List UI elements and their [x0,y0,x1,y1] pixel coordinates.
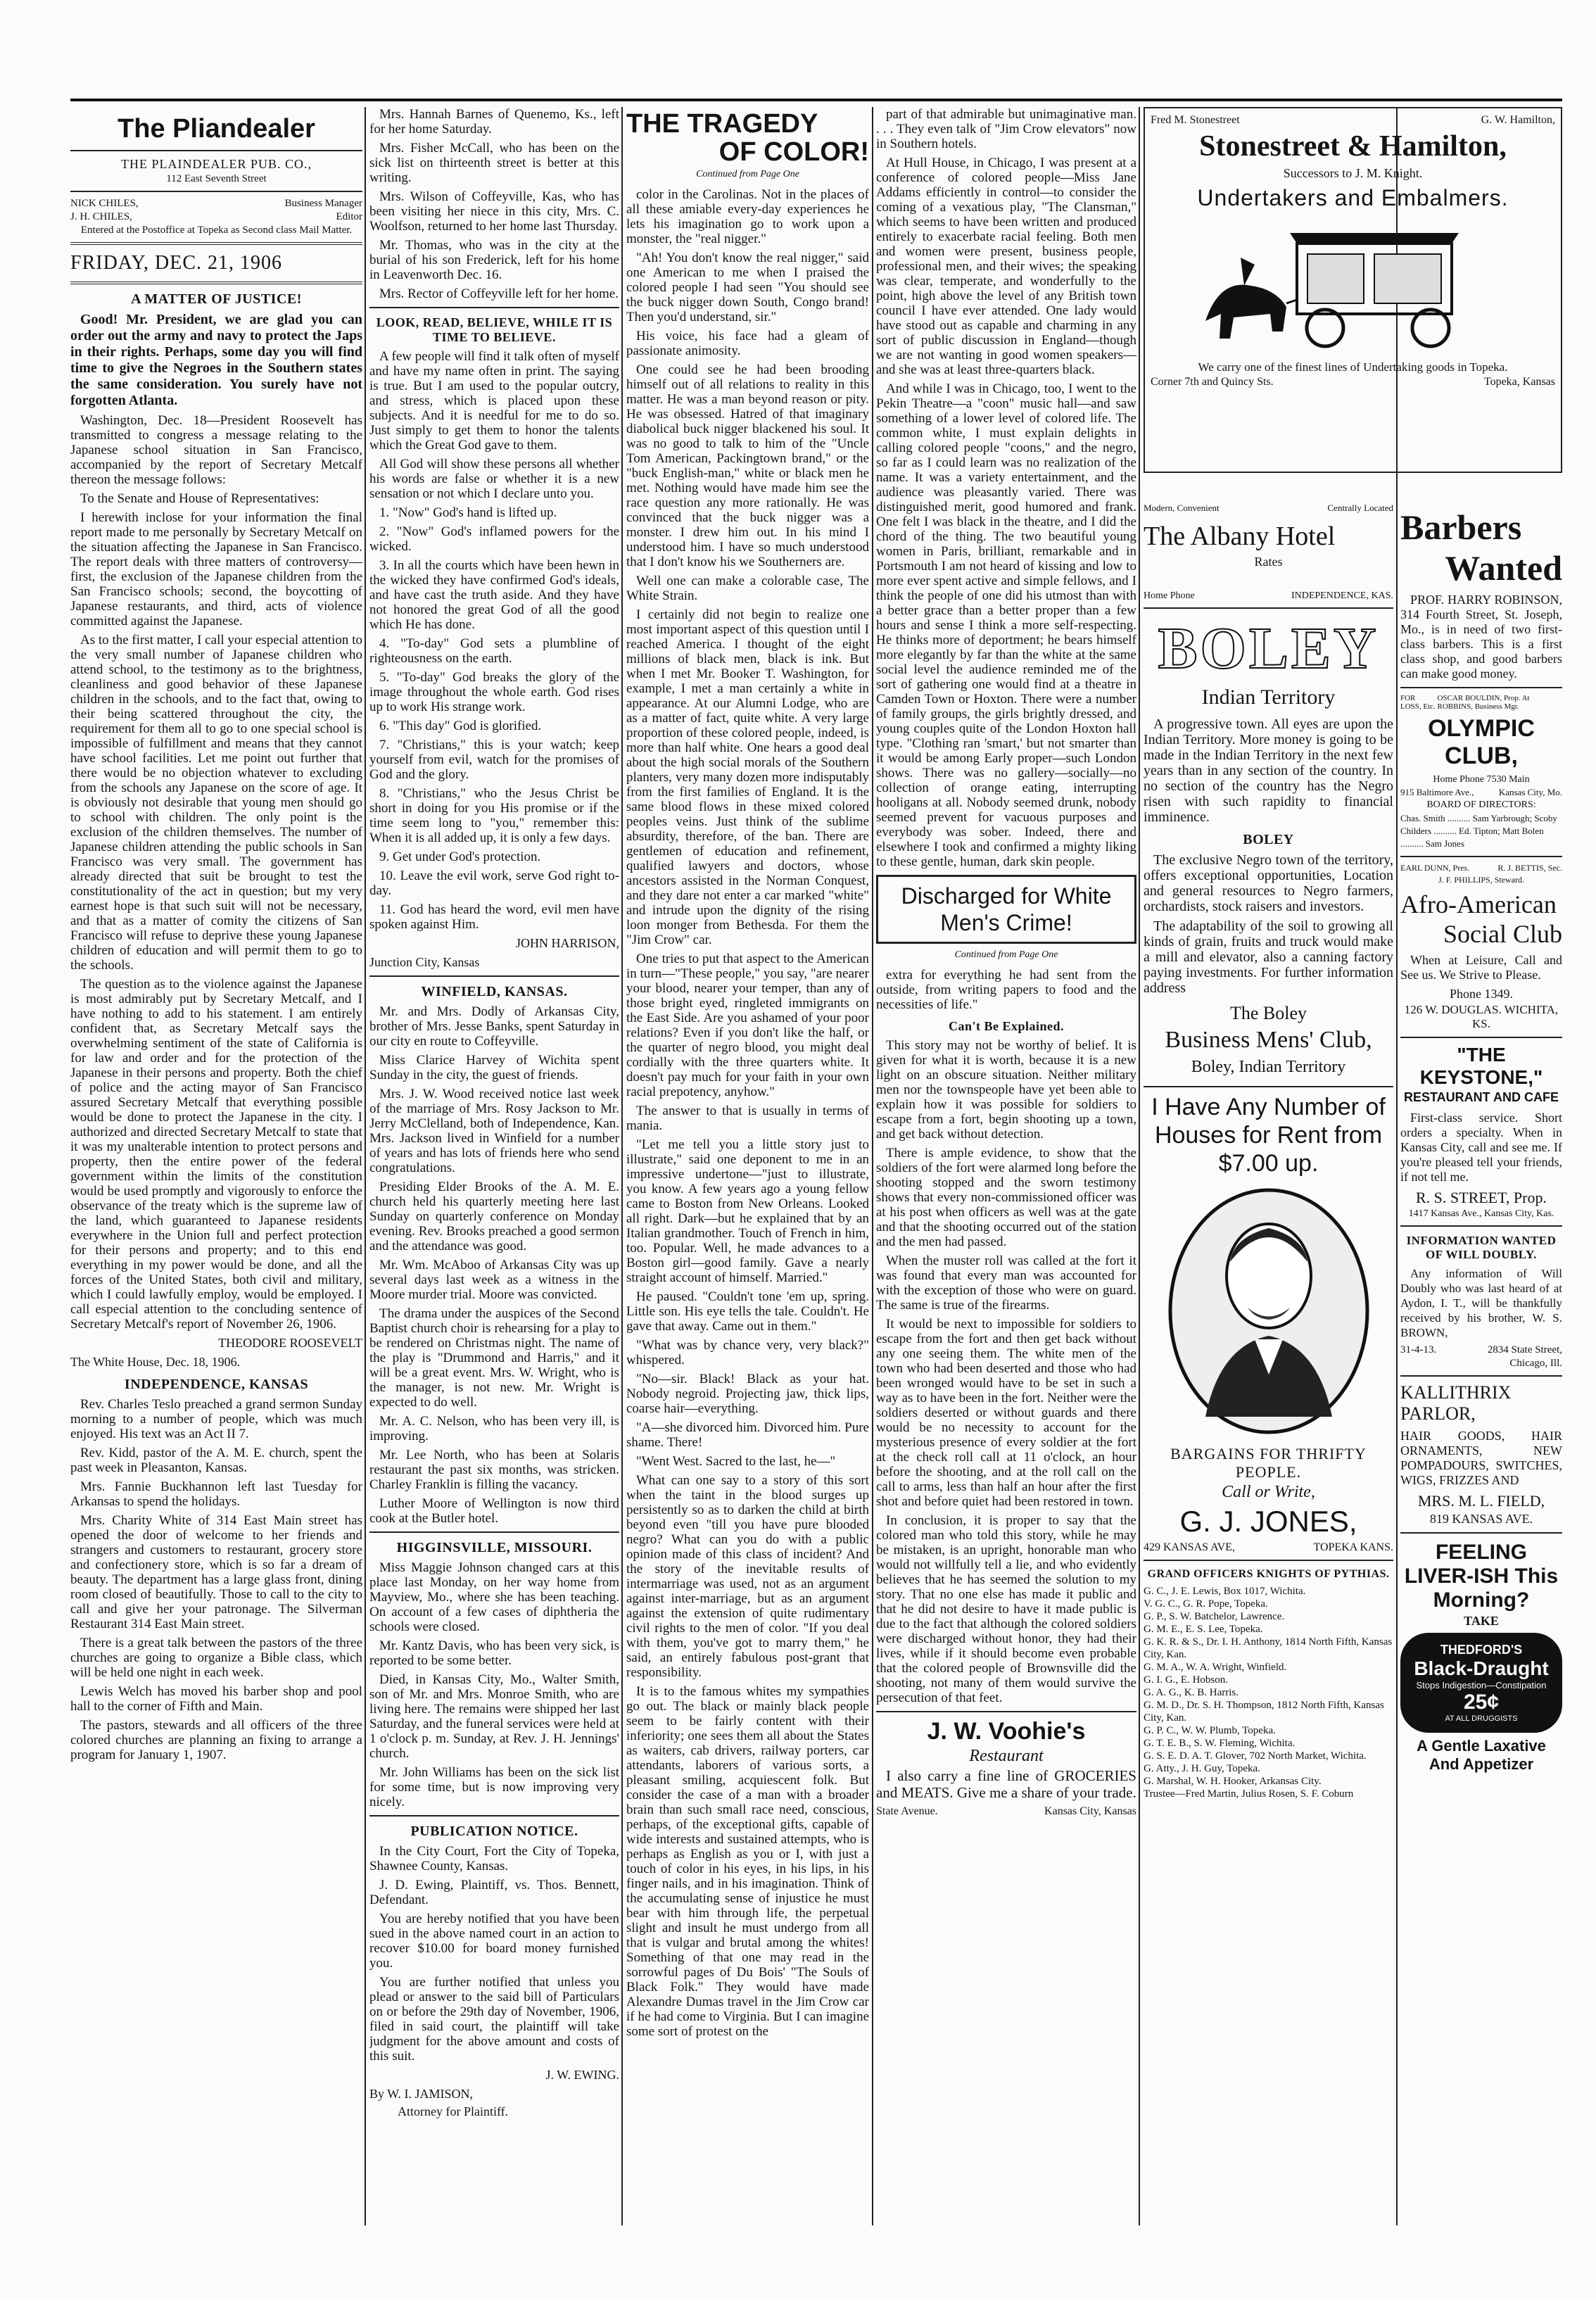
paragraph: The drama under the auspices of the Second Baptist church choir is rehearsing for a play to be rendered on Christmas night. The name of the play is "Drummond and Harris," and it will be a great event. Mrs. W. Wright, who is the manager, is not new. Mr. Wright is expected to do well. [369,1306,619,1410]
column-3 [626,107,869,2225]
boley-club [1144,1000,1393,1080]
paragraph: Lewis Welch has moved his barber shop and pool hall to the corner of Fifth and Main. [70,1684,362,1714]
headline-higginsville: HIGGINSVILLE, MISSOURI. [396,1540,593,1555]
paragraph: Mrs. J. W. Wood received notice last week of the marriage of Mrs. Rosy Jackson to Mr. Jerry McClelland, both of Independence, Kan. Mrs. Jackson lived in Winfield for a number of years and has lots of friends here who send congratulations. [369,1087,619,1175]
place: Junction City, Kansas [369,955,480,969]
paragraph: Miss Clarice Harvey of Wichita spent Sunday in the city, the guest of friends. [369,1053,619,1082]
albany-title: The Albany Hotel [1144,522,1336,551]
undertaker-successors: Successors to J. M. Knight. [1283,166,1423,180]
olympic-top-right: OSCAR BOULDIN, Prop. At ROBBINS, Business Mgr. [1437,694,1530,711]
address-right: Kansas City, Kansas [1044,1805,1136,1817]
officer-entry: Trustee—Fred Martin, Julius Rosen, S. F. Coburn [1144,1788,1354,1800]
paragraph: His voice, his face had a gleam of passionate animosity. [626,329,869,358]
officer-entry: G. P., S. W. Batchelor, Lawrence. [1144,1611,1285,1622]
olympic-top [1400,694,1562,711]
info-address [1400,1344,1562,1356]
afro-title-1: Afro-American [1400,890,1557,918]
publisher-address: 112 East Seventh Street [166,173,267,184]
address-left: 915 Baltimore Ave., [1400,787,1474,797]
afro-title-2: Social Club [1443,920,1562,948]
address-right: TOPEKA KANS. [1313,1541,1393,1553]
grand-officers-head: GRAND OFFICERS KNIGHTS OF PYTHIAS. [1147,1568,1390,1580]
address-right: Topeka, Kansas [1483,376,1555,388]
keystone-subtitle: RESTAURANT AND CAFE [1404,1090,1559,1104]
club-line: The Boley [1229,1003,1307,1023]
dateline-end: The White House, Dec. 18, 1906. [70,1355,241,1369]
paragraph: 2. "Now" God's inflamed powers for the wicked. [369,524,619,554]
paragraph: The exclusive Negro town of the territory, offers exceptional opportunities, Location and general resources to Negro farmers, orchardists, stock raisers and investors. [1144,852,1393,914]
paragraph: What can one say to a story of this sort when the taint in the blood surges up persistently so as to darken the child at birth beyond even "till you have pure blooded negro? What can you do with a public opinion made of this class of incident? And the story of the inevitable results of intermarriage was used, not as an argument against inter-marriage, but as an argument against the extension of quite rudimentary civil rights to the men of color. "If you deal with them, you've got to marry them," he said, an entirely fabulous post-grant that responsibility. [626,1473,869,1680]
paragraph: Mr. John Williams has been on the sick list for some time, but is now improving very nicely. [369,1765,619,1809]
paragraph: At Hull House, in Chicago, I was present at a conference of colored people—Miss Jane Addams efficiently in control—to consider the coming of a vexatious play, "The Clansman," which seems to have been written and produced entirely to exacerbate racial feeling. Both men and women were present, business people, professional men, and their wives; the speaking was clear, temperate, and wonderfully to the point, high above the level of any British town council I have ever attended. One lady would have stood out as capable and charming in any sort of public discussion in England—though we are not wanting in good women speakers—and she was at least three-quarters black. [876,156,1136,377]
bd-tag: Stops Indigestion—Constipation [1416,1680,1547,1691]
paragraph: Luther Moore of Wellington is now third cook at the Butler hotel. [369,1496,619,1526]
paragraph: HAIR GOODS, HAIR ORNAMENTS, NEW POMPADOURS, SWITCHES, WIGS, FRIZZES AND [1400,1429,1562,1487]
grand-officers-list [1144,1585,1393,1800]
keystone-proprietor: R. S. STREET, Prop. [1415,1189,1547,1206]
undertaker-carry: We carry one of the finest lines of Undertaking goods in Topeka. [1198,360,1508,374]
voohie-title: J. W. Voohie's [927,1718,1086,1745]
signature: JOHN HARRISON, [515,936,619,950]
voohie-address [876,1805,1136,1818]
signature: By W. I. JAMISON, [369,2087,474,2101]
undertaker-tagline: Undertakers and Embalmers. [1197,185,1509,210]
address-left: 2834 State Street, [1487,1344,1562,1356]
paragraph: The question as to the violence against the Japanese is most admirably put by Secretary Metcalf, and I have nothing to add to his statement. I am entirely confident that, as Secretary Metcalf says the overwhelming sentiment of the state of California is for law and order and for the protection of the Japanese in their persons and property. Both the chief of police and the acting mayor of San Francisco assured Secretary Metcalf that everything possible would be done to protect the Japanese in the city. I authorized and directed Secretary Metcalf to state that it was my unalterable intention to protect persons and property, then the entire power of the federal government within the limits of the constitution would be used promptly and vigorously to enforce the observance of the treaty which is the supreme law of the land, which guaranteed to Japanese residents everywhere in the Union full and perfect protection for their persons and property; and to this end everything in my power would be done, and all the forces of the United States, both civil and military, which I could lawfully employ, would be employed. I call especial attention to the concluding sentence of Secretary Metcalf's report of November 26, 1906. [70,977,362,1332]
column-rule [621,107,623,2225]
paragraph: I herewith inclose for your information the final report made to me personally by Secretary Metcalf on the situation affecting the Japanese in San Francisco. The report deals with three matters of controversy—first, the exclusion of the Japanese children from the San Francisco schools; second, the boycotting of Japanese restaurants, and third, acts of violence committed against the Japanese. [70,510,362,628]
partner-right: G. W. Hamilton, [1481,114,1555,126]
olympic-address [1400,787,1562,798]
albany-top-left: Modern, Convenient [1144,503,1220,513]
masthead-title: The Pliandealer [118,114,315,144]
publisher: THE PLAINDEALER PUB. CO., [121,157,312,171]
column-5 [1144,503,1393,2225]
feeling-headline: FEELING LIVER-ISH This Morning? [1404,1541,1559,1612]
paragraph: 3. In all the courts which have been hewn in the wicked they have confirmed God's ideals, and have cast the truth aside. And they have not honored the great God of all the good which He has done. [369,558,619,632]
paragraph: This story may not be worthy of belief. It is given for what it is worth, because it is a new light on an obscure situation. Neither military men nor the townspeople have yet been able to explain how it was possible for soldiers to escape from a fort, begin shooting up a town, and get back without detection. [876,1038,1136,1142]
club-line: Boley, Indian Territory [1191,1058,1346,1076]
voohie-subtitle: Restaurant [969,1747,1044,1765]
paragraph: There is ample evidence, to show that the soldiers of the fort were alarmed long before the shooting stopped and the sworn testimony shows that every non-commissioned officer was at his post when officers as well was at the gate and that the shooting occurred out of the station and the men had passed. [876,1146,1136,1249]
jones-address [1144,1541,1393,1554]
bd-name: Black-Draught [1414,1657,1549,1679]
editor-role: Editor [336,211,362,222]
paragraph: A progressive town. All eyes are upon the Indian Territory. More money is going to be made in the Indian Territory in the next few years than in any section of the country. In no section of the country has the Negro risen with such rapidity to financial imminence. [1144,716,1393,825]
olympic-top-left: FOR LOSS, Etc. [1400,694,1436,711]
wanted-title: Wanted [1445,548,1562,588]
paragraph: Died, in Kansas City, Mo., Walter Smith, son of Mr. and Mrs. Monroe Smith, who are living here. The remains were shipped her last Saturday, and the funeral services were held at 1 o'clock p. m. Sunday, at Rev. J. H. Jennings' church. [369,1672,619,1761]
signature: Attorney for Plaintiff. [398,2104,509,2118]
jones-name: G. J. JONES, [1179,1505,1357,1538]
boley-subhead: BOLEY [1243,832,1294,847]
paragraph: color in the Carolinas. Not in the places of all these amiable every-day experiences he lets his imagination go to work upon a monster, the "real nigger." [626,187,869,246]
houses-for-rent: I Have Any Number of Houses for Rent from $7.00 up. [1151,1094,1386,1177]
paragraph: Washington, Dec. 18—President Roosevelt has transmitted to congress a message relating to the Japanese school situation in San Francisco, accompanied by the report of Secretary Metcalf thereon the message follows: [70,413,362,487]
column-rule [872,107,873,2225]
headline-line: THE TRAGEDY [626,109,818,139]
column-rule [1139,107,1140,2225]
paragraph: 9. Get under God's protection. [379,849,541,864]
undertaker-address [1151,376,1555,388]
call-or-write: Call or Write, [1222,1483,1315,1501]
paragraph: extra for everything he had sent from the outside, from writing papers to food and the necessities of life." [876,968,1136,1012]
editor-row [70,211,362,223]
bd-small: AT ALL DRUGGISTS [1445,1714,1518,1723]
signature: J. W. EWING. [545,2068,619,2082]
paragraph: There is a great talk between the pastors of the three churches are going to organize a Bible class, which will be held one night in each week. [70,1636,362,1680]
paragraph: "No—sir. Black! Black as your hat. Nobody negroid. Projecting jaw, thick lips, coarse hair—everything. [626,1372,869,1416]
officer-entry: G. C., J. E. Lewis, Box 1017, Wichita. [1144,1586,1306,1597]
paragraph: First-class service. Short orders a specialty. When in Kansas City, call and see me. If you're pleased tell your friends, if not tell me. [1400,1111,1562,1184]
column-2 [369,107,619,2225]
paragraph: Mrs. Fisher McCall, who has been on the sick list on thirteenth street is better at this writing. [369,141,619,185]
afro-phone: Phone 1349. [1450,987,1513,1001]
paragraph: 6. "This day" God is glorified. [379,719,542,733]
undertaker-title: Stonestreet & Hamilton, [1199,130,1507,163]
paragraph: "What was by chance very, very black?" whispered. [626,1338,869,1367]
subhead-explained: Can't Be Explained. [948,1019,1065,1033]
column-6 [1400,503,1562,2225]
paragraph: 11. God has heard the word, evil men have spoken against Him. [369,902,619,932]
olympic-title: OLYMPIC CLUB, [1428,715,1535,769]
olympic-phone: Home Phone 7530 Main [1433,774,1530,785]
paragraph: Mr. Lee North, who has been at Solaris restaurant the past six months, was stricken. Charley Franklin is filling the vacancy. [369,1448,619,1492]
headline-discharged: Discharged for White Men's Crime! [876,875,1136,944]
olympic-directors: Chas. Smith .......... Sam Yarbrough; Scoby Childers .......... Ed. Tipton; Matt Bolen .......... Sam Jones [1400,813,1557,849]
information-wanted-head: INFORMATION WANTED OF WILL DOUBLY. [1406,1234,1557,1261]
undertaker-box [1144,107,1562,473]
club-line: Business Mens' Club, [1165,1027,1372,1053]
signature: THEODORE ROOSEVELT [218,1336,362,1350]
continued-note: Continued from Page One [954,949,1058,960]
paragraph: Mr. A. C. Nelson, who has been very ill, is improving. [369,1414,619,1443]
keystone-title: "THE KEYSTONE," [1419,1044,1543,1088]
albany-bottom [1144,590,1393,602]
paragraph: 8. "Christians," who the Jesus Christ be short in doing for you His promise or if the time seem long to "you," remember this: When it is all added up, it is only a few days. [369,786,619,845]
headline-winfield: WINFIELD, KANSAS. [421,984,568,999]
paragraph: Miss Maggie Johnson changed cars at this place last Monday, on her way home from Mayview, Mo., where she has been teaching. On account of a few cases of diphtheria the schools were closed. [369,1560,619,1634]
bd-brand: THEDFORD'S [1440,1643,1523,1657]
paragraph: It would be next to impossible for soldiers to escape from the fort and then get back without any one seeing them. The white men of the town who had been deserted and those who had been wronged would have to be set in such a way as to have been in the fort. Neither were the soldiers deserted or without guards and there would be no necessity to account for the mysterious presence of every soldier at the fort at the check roll call at 11 o'clock, an hour before the shooting, and at the roll call on the call to arms, less than half an hour after the first shot and before quiet had been restored in town. [876,1317,1136,1509]
address-left: State Avenue. [876,1805,938,1817]
column-1 [70,107,362,2225]
paragraph: Mr. Wm. McAboo of Arkansas City was up several days last week as a witness in the Moore murder trial. Moore was convicted. [369,1258,619,1302]
kallithrix-name: MRS. M. L. FIELD, [1417,1492,1545,1510]
paragraph: Good! Mr. President, we are glad you can order out the army and navy to protect the Japs in their rights. Perhaps, some day you will find time to give the Negroes in the Southern states the same consideration. You surely have not forgotten Atlanta. [70,312,362,408]
headline-tragedy [626,110,869,166]
address-right: Kansas City, Mo. [1498,787,1562,797]
afro-address: 126 W. DOUGLAS. WICHITA, KS. [1404,1003,1559,1030]
address-left: Corner 7th and Quincy Sts. [1151,376,1274,388]
officer-entry: G. P. C., W. W. Plumb, Topeka. [1144,1725,1276,1736]
paragraph: Mr. and Mrs. Dodly of Arkansas City, brother of Mrs. Jesse Banks, spent Saturday in our city en route to Coffeyville. [369,1004,619,1049]
paragraph: In the City Court, Fort the City of Topeka, Shawnee County, Kansas. [369,1844,619,1874]
paragraph: When the muster roll was called at the fort it was found that every man was accounted for with the exception of those who were on guard. The same is true of the firearms. [876,1253,1136,1313]
officer-entry: G. T. E. B., S. W. Fleming, Wichita. [1144,1738,1296,1749]
headline-independence: INDEPENDENCE, KANSAS [124,1377,309,1392]
paragraph: All God will show these persons all whether his words are false or whether it is a new sensation or not which I declare unto you. [369,457,619,501]
take-label: TAKE [1464,1614,1499,1628]
continued-note: Continued from Page One [696,169,799,179]
paragraph: 4. "To-day" God sets a plumbline of righteousness on the earth. [369,636,619,666]
headline-justice: A MATTER OF JUSTICE! [131,291,302,307]
voohie-text: I also carry a fine line of GROCERIES and MEATS. Give me a share of your trade. [876,1767,1136,1801]
paragraph: I certainly did not begin to realize one most important aspect of this question until I reached America. I thought of the eight millions of black men, black is ink. But when I met Mr. Booker T. Washington, for example, I met a man certainly a white in appearance. At our Alumni Lodge, who are as a matter of fact, quite white. A very large proportion of these colored people, indeed, is more than half white. One hears a good deal about the high social morals of the Southern planters, very many dozen more indisputably from the first families of England. It is the same blood flows in these mixed colored peoples veins. Just think of the sublime absurdity, therefore, of the ban. There are gentlemen of education and refinement, qualified lawyers and doctors, whose ancestors assisted in the Norman Conquest, and they dare not enter a car marked "white" and intrude upon the dignity of the rising loon monger from Bethesda. For them the "Jim Crow" car. [626,607,869,947]
paragraph: Mrs. Fannie Buckhannon left last Tuesday for Arkansas to spend the holidays. [70,1479,362,1509]
paragraph: 7. "Christians," this is your watch; keep yourself from evil, watch for the promises of God and the glory. [369,738,619,782]
manager-role: Business Manager [284,198,362,209]
paragraph: "Went West. Sacred to the last, he—" [636,1454,836,1469]
paragraph: When at Leisure, Call and See us. We Strive to Please. [1400,953,1562,982]
column-rule [365,107,366,2225]
issue-date: FRIDAY, DEC. 21, 1906 [70,252,283,274]
portrait-illustration-icon [1163,1184,1374,1438]
albany-rates: Rates [1254,555,1283,569]
hearse-illustration-icon [1191,215,1515,356]
headline-believe: LOOK, READ, BELIEVE, WHILE IT IS TIME TO BELIEVE. [376,315,613,344]
paragraph: Rev. Kidd, pastor of the A. M. E. church, spent the past week in Pleasanton, Kansas. [70,1446,362,1475]
paragraph: You are hereby notified that you have been sued in the above named court in an action to recover $10.00 for board money furnished you. [369,1912,619,1971]
address-left: 429 KANSAS AVE, [1144,1541,1235,1553]
headline-line: OF COLOR! [718,137,869,167]
newspaper-page [70,99,1562,2241]
paragraph: 10. Leave the evil work, serve God right to-day. [369,868,619,898]
albany-top-right: Centrally Located [1327,503,1393,513]
officer-left: EARL DUNN, Pres. [1400,863,1470,873]
officer-entry: V. G. C., G. R. Pope, Topeka. [1144,1598,1268,1610]
officer-entry: G. I. G., E. Hobson. [1144,1674,1228,1686]
steward: J. F. PHILLIPS, Steward. [1438,875,1525,885]
paragraph: part of that admirable but unimaginative man. . . . They even talk of "Jim Crow elevators" now in Southern hotels. [876,107,1136,151]
entered-notice: Entered at the Postoffice at Topeka as Second class Mail Matter. [80,225,353,236]
boley-subtitle: Indian Territory [1201,685,1336,709]
black-draught-badge [1400,1633,1562,1733]
paragraph: J. D. Ewing, Plaintiff, vs. Thos. Bennett, Defendant. [369,1878,619,1907]
officer-entry: G. Atty., J. H. Guy, Topeka. [1144,1763,1260,1774]
paragraph: It is to the famous whites my sympathies go out. The black or mainly black people seem to be fairly content with their inferiority; one sees them all about the States as waiters, cab drivers, railway porters, car attendants, laborers of various sorts, a pleasant smiling, acquiescent folk. But consider the case of a man with a broader brain than such small race need, conscious, perhaps, of the exceptional gifts, capable of wide interests and sustained attempts, who is perhaps as English as you or I, with just a touch of color in his eyes, in his lips, in his finger nails, and in his imagination. Think of the accumulating sense of injustice he must bear with him through life, the perpetual slight and insult he must undergo from all that is vulgar and brutal among the whites! Something of that one may read in the sorrowful pages of Du Bois' "The Souls of Black Folk." They would have made Alexandre Dumas travel in the Jim Crow car if he had come to Virginia. But I can imagine some sort of protest on the [626,1684,869,2039]
officer-entry: G. M. E., E. S. Lee, Topeka. [1144,1624,1263,1635]
paragraph: You are further notified that unless you plead or answer to the said bill of Particulars on or before the 29th day of November, 1906, filed in said court, the plaintiff will take judgment for the above amount and costs of this suit. [369,1975,619,2064]
info-code: 31-4-13. [1400,1344,1437,1356]
paragraph: Well one can make a colorable case, The White Strain. [626,574,869,603]
paragraph: One tries to put that aspect to the American in turn—"These people," you say, "are nearer your blood, nearer your temper, than any of those bright eyed, ringleted immigrants on the East Side. Are you ashamed of your poor relations? Even if you don't like the half, or the quarter of negro blood, you might deal cordially with the three quarters white. It doesn't pay much for your faith in your own racial prepotency, anyhow." [626,952,869,1099]
officers-row [1400,863,1562,873]
kallithrix-title: KALLITHRIX PARLOR, [1400,1382,1512,1424]
officer-entry: G. Marshal, W. H. Hooker, Arkansas City. [1144,1776,1322,1787]
paragraph: To the Senate and House of Representatives: [80,491,319,506]
paragraph: 5. "To-day" God breaks the glory of the image throughout the whole earth. God rises up to work His strange work. [369,670,619,714]
paragraph: And while I was in Chicago, too, I went to the Pekin Theatre—a "coon" music hall—and saw something of a lower level of colored life. The common white, I must explain delights in calling colored people "coons," and the negro, so far as I could learn was no realization of the name. It was a variety entertainment, and the audience was pleasantly varied. There was distinguished merit, good humored and frank. One felt I was black in the theatre, and I did the chord of the thing. The two beautiful young women in Paris, brilliant, remarkable and in Portsmouth I am not heard of kissing and low to more ever spent active and simple fellows, and I think the people of one did his utmost than with a better grace than a better proper than a few hours and sense I think a more self-respecting. He thinks more of deportment; he bears himself more elegantly by far than the white at the same social level the audience reminded me of the sort of gathering one would find at a theatre in Camden Town or Hoxton. There were a number of family groups, the girls brightly dressed, and young couples quite of the London Hoxton hall type. "Clothing ran 'smart,' but not smarter than it would be among Early proper—such London shows. There was no gallery—socially—no collection of orange eating, interrupting hooligans at all. Nobody seemed drunk, nobody seemed prevent for vacuous purposes and everybody was sober. Indeed, there and elsewhere I took and confirmed a mighty liking to these gentle, human, dark skin people. [876,381,1136,869]
bd-footer: A Gentle Laxative And Appetizer [1417,1737,1546,1773]
paragraph: A few people will find it talk often of myself and have my name often in print. The saying is true. But I am used to the popular outcry, and stress, which is placed upon these subjects. And it is needful for me to do so. Just simply to get them to honor the talents which the Great God gave to them. [369,349,619,453]
paragraph: In conclusion, it is proper to say that the colored man who told this story, while he may be mistaken, is an upright, honorable man who would not willfully tell a lie, and who evidently believes that he has seemed the solution to my story. That no one else has made it public and that he did not desire to have it made public is due to the fact that although the colored soldiers were discharged without honor, they had their lives, while if it should become even probable that the colored people of Brownsville did the shooting, not many of them would survive the persecution of that feet. [876,1513,1136,1705]
paragraph: Mrs. Charity White of 314 East Main street has opened the door of welcome to her friends and strangers and customers to restaurant, grocery store and confectionery store, which is so far a dream of beauty. The department has a large glass front, dining room closed of beautifully. Those to call to the city to call and give her your patronage. The Silverman Restaurant 314 East Main street. [70,1513,362,1631]
keystone-address: 1417 Kansas Ave., Kansas City, Kas. [1408,1208,1554,1219]
kallithrix-address: 819 KANSAS AVE. [1429,1512,1533,1526]
barbers-title: Barbers [1400,507,1522,547]
boley-title: BOLEY [1158,616,1379,681]
paragraph: Mr. Kantz Davis, who has been very sick, is reported to be some better. [369,1638,619,1668]
albany-phone: Home Phone [1144,590,1195,601]
officer-entry: G. M. D., Dr. S. H. Thompson, 1812 North Fifth, Kansas City, Kan. [1144,1700,1384,1724]
paragraph: 1. "Now" God's hand is lifted up. [379,505,557,520]
paragraph: Mrs. Hannah Barnes of Quenemo, Ks., left for her home Saturday. [369,107,619,137]
column-4 [876,107,1136,2225]
paragraph: PROF. HARRY ROBINSON, 314 Fourth Street, St. Joseph, Mo., is in need of two first-class barbers. This is a first class shop, and good barbers can make good money. [1400,593,1562,681]
bd-price: 25¢ [1463,1691,1500,1714]
manager-row [70,198,362,210]
officer-entry: G. A. G., K. B. Harris. [1144,1687,1239,1698]
paragraph: Mr. Thomas, who was in the city at the burial of his son Frederick, left for his home in Leavenworth Dec. 16. [369,238,619,282]
paragraph: He paused. "Couldn't tone 'em up, spring. Little son. His eye tells the tale. Couldn't. He gave that away. Came out in them." [626,1289,869,1334]
paragraph: "Let me tell you a little story just to illustrate," said one deponent to me in an impressive undertone—"just to illustrate, you know. A few years ago a young fellow came to Boston from New Orleans. Looked all right. Dark—but he explained that by an Italian grandmother. Touch of French in him, too. Popular. Well, he made advances to a Boston girl—good family. Gave a nearly straight account of himself. Married." [626,1137,869,1285]
officer-right: R. J. BETTIS, Sec. [1497,863,1562,873]
officer-entry: G. S. E. D. A. T. Glover, 702 North Market, Wichita. [1144,1750,1367,1762]
paragraph: The pastors, stewards and all officers of the three colored churches are planning an fixing to arrange a program for January 1, 1907. [70,1718,362,1762]
olympic-board: BOARD OF DIRECTORS: [1426,800,1536,810]
undertaker-ad [1144,107,1562,501]
paragraph: Rev. Charles Teslo preached a grand sermon Sunday morning to a number of people, which was much enjoyed. His text was an Act II 7. [70,1397,362,1441]
paragraph: The answer to that is usually in terms of mania. [626,1104,869,1133]
editor-name: J. H. CHILES, [70,211,132,222]
officer-entry: G. K. R. & S., Dr. I. H. Anthony, 1814 North Fifth, Kansas City, Kan. [1144,1636,1393,1660]
paragraph: Presiding Elder Brooks of the A. M. E. church held his quarterly meeting here last Sunday on quarterly conference on Monday evening. Rev. Brooks preached a good sermon and the attendance was good. [369,1180,619,1253]
address-right: Chicago, Ill. [1509,1358,1562,1369]
bargain-head: BARGAINS FOR THRIFTY PEOPLE. [1170,1445,1367,1481]
paragraph: One could see he had been brooding himself out of all relations to reality in this matter. He was a man beyond reason or pity. He was obsessed. Hatred of that imaginary diabolical buck nigger blackened his soul. It was no good to talk to him of the "Uncle Tom American, Packingtown brand," or the "buck English-man," white or black men he met. Nothing would have made him see the race question any more rationally. He was convinced that the buck nigger was a monster. I drew him out. In his mind I understood him. I have so much understood that I don't know his we Southerners are. [626,362,869,569]
paragraph: Mrs. Rector of Coffeyville left for her home. [379,286,619,301]
albany-top [1144,503,1393,514]
albany-city: INDEPENDENCE, KAS. [1291,590,1393,601]
headline-publication: PUBLICATION NOTICE. [410,1824,578,1839]
partner-left: Fred M. Stonestreet [1151,114,1240,126]
paragraph: As to the first matter, I call your especial attention to the very small number of Japanese children who attend school, to the testimony as to the brightness, cleanliness and good behavior of these Japanese children in the schools, and to the fact that, owing to their being scattered throughout the city, the requirement for them all to go to one special school is impossible of fulfillment and means that they cannot have school facilities. Let me point out further that there would be no objection whatever to excluding from the schools any Japanese on the score of age. It is obviously not desirable that young men should go to school with children. The only point is the exclusion of the children themselves. The number of Japanese children attending the public schools in San Francisco was very small. The government has already directed that suit be brought to test the constitutionality of the act in question; but my very earnest hope is that such suit will not be necessary, and that as a matter of comity the citizens of San Francisco will refuse to deprive these young Japanese children of education and will permit them to go to the schools. [70,633,362,973]
paragraph: "Ah! You don't know the real nigger," said one American to me when I praised the colored people I had seen "You should see the buck nigger down South, Congo brand! Then you'd understand, sir." [626,251,869,324]
paragraph: The adaptability of the soil to growing all kinds of grain, fruits and truck would make a mill and elevator, also a canning factory paying investments. For further information address [1144,918,1393,996]
undertaker-names [1151,114,1555,127]
manager-name: NICK CHILES, [70,198,139,209]
officer-entry: G. M. A., W. A. Wright, Winfield. [1144,1662,1287,1673]
paragraph: Mrs. Wilson of Coffeyville, Kas, who has been visiting her niece in this city, Mrs. C. Woolfson, returned to her home last Thursday. [369,189,619,234]
paragraph: Any information of Will Doubly who was last heard of at Aydon, I. T., will be thankfully received by his brother, W. S. BROWN, [1400,1267,1562,1339]
paragraph: "A—she divorced him. Divorced him. Pure shame. There! [626,1420,869,1450]
